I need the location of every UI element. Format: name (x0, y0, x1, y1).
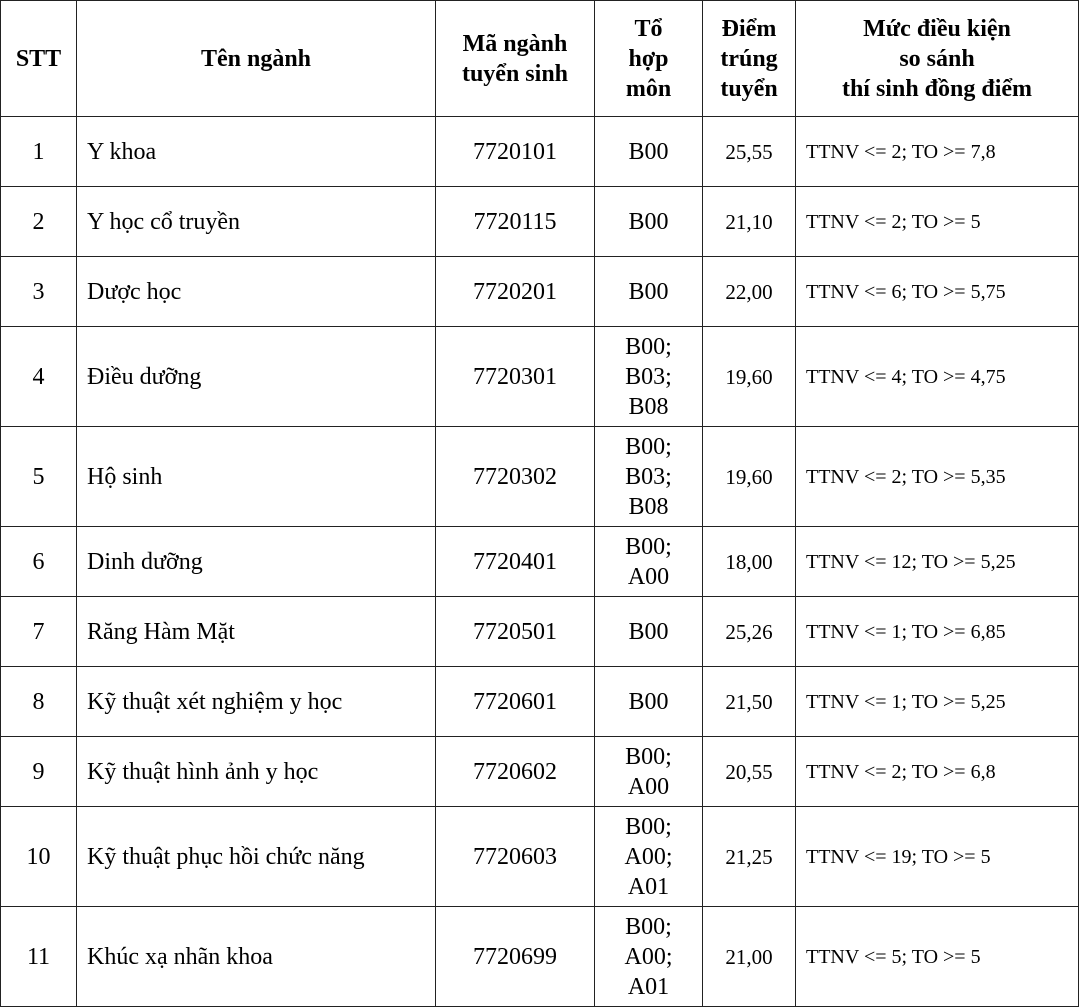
combo-code: B08 (628, 393, 669, 420)
header-condition (796, 1, 1079, 117)
combo-code: B00; (625, 813, 672, 840)
score-cell: 19,60 (703, 327, 796, 427)
condition-cell: TTNV <= 2; TO >= 6,8 (796, 737, 1079, 807)
condition-cell: TTNV <= 4; TO >= 4,75 (796, 327, 1079, 427)
name-cell: Y khoa (77, 117, 436, 187)
stt-cell: 1 (1, 117, 77, 187)
header-combo (595, 1, 703, 117)
condition-cell: TTNV <= 19; TO >= 5 (796, 807, 1079, 907)
header-combo-line: môn (625, 75, 672, 102)
combo-code: B00 (628, 278, 669, 305)
name-cell: Điều dưỡng (77, 327, 436, 427)
header-code (436, 1, 595, 117)
combo-code: B00; (625, 333, 672, 360)
code-cell: 7720302 (436, 427, 595, 527)
combo-code: B00 (628, 618, 669, 645)
stt-cell: 7 (1, 597, 77, 667)
combo-code: B00; (625, 533, 672, 560)
stt-cell: 8 (1, 667, 77, 737)
table-row (1, 257, 1079, 327)
header-condition-line: thí sinh đồng điểm (841, 75, 1033, 102)
combo-code: B00; (625, 913, 672, 940)
score-cell: 25,55 (703, 117, 796, 187)
stt-cell: 5 (1, 427, 77, 527)
name-cell: Khúc xạ nhãn khoa (77, 907, 436, 1007)
combo-cell (595, 117, 703, 187)
table-row (1, 597, 1079, 667)
code-cell: 7720601 (436, 667, 595, 737)
table-row (1, 667, 1079, 737)
score-cell: 21,25 (703, 807, 796, 907)
condition-cell: TTNV <= 1; TO >= 5,25 (796, 667, 1079, 737)
condition-cell: TTNV <= 6; TO >= 5,75 (796, 257, 1079, 327)
header-stt: STT (1, 1, 77, 117)
combo-code: B00; (625, 743, 672, 770)
header-score (703, 1, 796, 117)
table-row (1, 327, 1079, 427)
code-cell: 7720115 (436, 187, 595, 257)
combo-cell (595, 597, 703, 667)
table-row (1, 737, 1079, 807)
stt-cell: 2 (1, 187, 77, 257)
combo-cell (595, 527, 703, 597)
combo-cell (595, 737, 703, 807)
combo-cell (595, 427, 703, 527)
score-cell: 18,00 (703, 527, 796, 597)
code-cell: 7720602 (436, 737, 595, 807)
combo-code: B00 (628, 208, 669, 235)
header-code-line: tuyển sinh (461, 60, 569, 87)
name-cell: Dược học (77, 257, 436, 327)
code-cell: 7720401 (436, 527, 595, 597)
combo-code: A00 (627, 563, 670, 590)
stt-cell: 10 (1, 807, 77, 907)
header-row (1, 1, 1079, 117)
condition-cell: TTNV <= 5; TO >= 5 (796, 907, 1079, 1007)
combo-code: A00 (627, 773, 670, 800)
combo-cell (595, 667, 703, 737)
score-cell: 19,60 (703, 427, 796, 527)
code-cell: 7720101 (436, 117, 595, 187)
combo-code: B00; (625, 433, 672, 460)
stt-cell: 9 (1, 737, 77, 807)
code-cell: 7720603 (436, 807, 595, 907)
header-score-line: tuyển (720, 75, 778, 102)
name-cell: Dinh dưỡng (77, 527, 436, 597)
name-cell: Kỹ thuật hình ảnh y học (77, 737, 436, 807)
table-body (1, 117, 1079, 1007)
stt-cell: 3 (1, 257, 77, 327)
score-cell: 25,26 (703, 597, 796, 667)
combo-cell (595, 187, 703, 257)
combo-code: A00; (624, 943, 673, 970)
score-cell: 20,55 (703, 737, 796, 807)
code-cell: 7720501 (436, 597, 595, 667)
score-cell: 22,00 (703, 257, 796, 327)
table-row (1, 427, 1079, 527)
combo-code: B08 (628, 493, 669, 520)
header-combo-line: Tổ (634, 15, 663, 42)
table-row (1, 807, 1079, 907)
header-condition-line: so sánh (899, 45, 975, 72)
condition-cell: TTNV <= 2; TO >= 7,8 (796, 117, 1079, 187)
score-cell: 21,50 (703, 667, 796, 737)
condition-cell: TTNV <= 1; TO >= 6,85 (796, 597, 1079, 667)
name-cell: Kỹ thuật xét nghiệm y học (77, 667, 436, 737)
name-cell: Y học cổ truyền (77, 187, 436, 257)
combo-cell (595, 257, 703, 327)
combo-code: B03; (625, 363, 672, 390)
combo-cell (595, 907, 703, 1007)
condition-cell: TTNV <= 2; TO >= 5 (796, 187, 1079, 257)
name-cell: Răng Hàm Mặt (77, 597, 436, 667)
combo-code: A00; (624, 843, 673, 870)
combo-code: A01 (627, 873, 670, 900)
condition-cell: TTNV <= 12; TO >= 5,25 (796, 527, 1079, 597)
stt-cell: 4 (1, 327, 77, 427)
combo-cell (595, 807, 703, 907)
combo-cell (595, 327, 703, 427)
table-row (1, 117, 1079, 187)
header-code-line: Mã ngành (462, 30, 568, 57)
table-row (1, 527, 1079, 597)
combo-code: B00 (628, 688, 669, 715)
combo-code: B00 (628, 138, 669, 165)
name-cell: Hộ sinh (77, 427, 436, 527)
combo-code: B03; (625, 463, 672, 490)
combo-code: A01 (627, 973, 670, 1000)
name-cell: Kỹ thuật phục hồi chức năng (77, 807, 436, 907)
header-score-line: Điểm (721, 15, 777, 42)
stt-cell: 6 (1, 527, 77, 597)
score-cell: 21,10 (703, 187, 796, 257)
code-cell: 7720301 (436, 327, 595, 427)
table-row (1, 907, 1079, 1007)
code-cell: 7720201 (436, 257, 595, 327)
header-name: Tên ngành (77, 1, 436, 117)
header-score-line: trúng (720, 45, 778, 72)
header-combo-line: hợp (628, 45, 669, 72)
header-condition-line: Mức điều kiện (863, 15, 1011, 42)
code-cell: 7720699 (436, 907, 595, 1007)
table-row (1, 187, 1079, 257)
stt-cell: 11 (1, 907, 77, 1007)
condition-cell: TTNV <= 2; TO >= 5,35 (796, 427, 1079, 527)
score-cell: 21,00 (703, 907, 796, 1007)
